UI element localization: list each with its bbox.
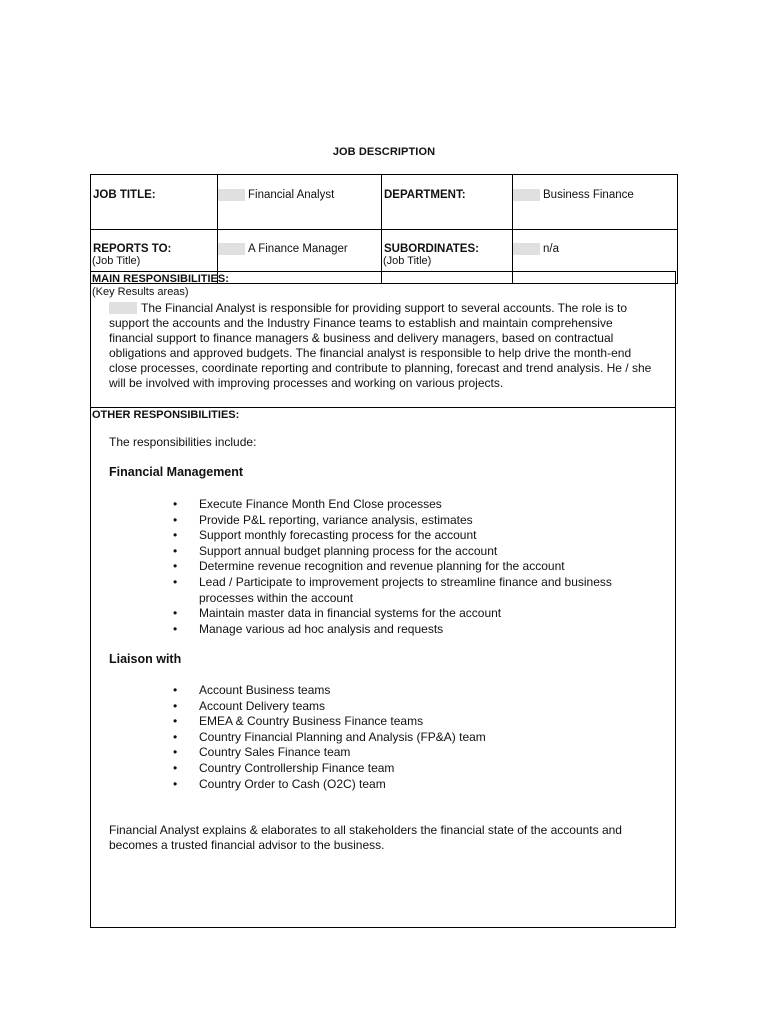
department-label-cell	[382, 175, 513, 230]
list-item	[173, 622, 643, 638]
list-item-text: Support annual budget planning process for the account	[199, 543, 498, 558]
list-item-text: Country Order to Cash (O2C) team	[199, 776, 386, 791]
bullet-icon: •	[173, 606, 178, 621]
bullet-icon: •	[173, 760, 178, 775]
job-title-value-cell	[218, 175, 382, 230]
list-item	[173, 606, 643, 622]
liaison-list	[173, 683, 643, 792]
bullet-icon: •	[173, 528, 178, 543]
reports-to-sublabel: (Job Title)	[92, 255, 141, 267]
financial-management-heading: Financial Management	[109, 465, 244, 479]
closing-paragraph: Financial Analyst explains & elaborates to all stakeholders the financial state of the accounts and becomes a trusted financial advisor to the business.	[109, 823, 622, 852]
list-item	[173, 575, 643, 606]
bullet-icon: •	[173, 745, 178, 760]
main-responsibilities-text	[109, 301, 679, 391]
bullet-icon: •	[173, 714, 178, 729]
list-item-text: Support monthly forecasting process for the account	[199, 528, 477, 543]
list-item	[173, 777, 643, 793]
list-item	[173, 544, 643, 560]
main-responsibilities-section	[91, 272, 675, 408]
bullet-icon: •	[173, 512, 178, 527]
list-item-text: Lead / Participate to improvement projects to streamline finance and business processes within the account	[199, 574, 612, 605]
department-value: Business Finance	[543, 189, 634, 201]
bullet-icon: •	[173, 729, 178, 744]
reports-to-label: REPORTS TO:	[93, 243, 172, 255]
subordinates-sublabel: (Job Title)	[383, 255, 432, 267]
bullet-icon: •	[173, 683, 178, 697]
list-item-text: Manage various ad hoc analysis and requests	[199, 621, 444, 636]
form-field-shade	[109, 302, 137, 314]
list-item	[173, 714, 643, 730]
main-responsibilities-body: The Financial Analyst is responsible for providing support to several accounts. The role is to support the accounts and the Industry Finance teams to establish and maintain comprehensive financial support to finance managers & business and delivery managers, based on contractual obligations and approved budgets. The financial analyst is responsible to help drive the month-end close processes, coordinate reporting and contribute to planning, forecast and trend analysis. He / she will be involved with improving processes and working on various projects.	[109, 301, 652, 390]
list-item-text: Determine revenue recognition and revenue planning for the account	[199, 559, 565, 574]
main-responsibilities-subtitle: (Key Results areas)	[92, 286, 189, 298]
list-item-text: Provide P&L reporting, variance analysis, estimates	[199, 512, 473, 527]
list-item-text: Country Sales Finance team	[199, 745, 351, 760]
list-item	[173, 497, 643, 513]
liaison-heading: Liaison with	[109, 652, 182, 666]
subordinates-value: n/a	[543, 243, 559, 255]
list-item-text: Account Delivery teams	[199, 698, 326, 713]
list-item	[173, 559, 643, 575]
main-responsibilities-title: MAIN RESPONSIBILITIES:	[92, 273, 229, 285]
bullet-icon: •	[173, 698, 178, 713]
job-title-label-cell	[91, 175, 218, 230]
department-label: DEPARTMENT:	[384, 189, 466, 201]
form-field-shade	[218, 243, 245, 255]
subordinates-label: SUBORDINATES:	[384, 243, 479, 255]
list-item	[173, 683, 643, 699]
list-item	[173, 761, 643, 777]
bullet-icon: •	[173, 543, 178, 558]
job-title-label: JOB TITLE:	[93, 189, 156, 201]
other-responsibilities-title: OTHER RESPONSIBILITIES:	[92, 409, 240, 421]
responsibilities-intro: The responsibilities include:	[109, 435, 257, 449]
responsibilities-box	[90, 271, 676, 928]
list-item-text: Account Business teams	[199, 683, 331, 697]
form-field-shade	[513, 189, 540, 201]
list-item	[173, 745, 643, 761]
job-title-value: Financial Analyst	[248, 189, 335, 201]
bullet-icon: •	[173, 497, 178, 511]
bullet-icon: •	[173, 574, 178, 589]
list-item-text: Country Financial Planning and Analysis (FP&A) team	[199, 729, 486, 744]
reports-to-value: A Finance Manager	[248, 243, 348, 255]
list-item-text: Maintain master data in financial systems for the account	[199, 606, 502, 621]
list-item	[173, 730, 643, 746]
list-item-text: EMEA & Country Business Finance teams	[199, 714, 424, 729]
financial-management-list	[173, 497, 643, 637]
list-item	[173, 699, 643, 715]
form-field-shade	[513, 243, 540, 255]
bullet-icon: •	[173, 559, 178, 574]
job-info-table	[90, 174, 678, 284]
list-item-text: Country Controllership Finance team	[199, 760, 395, 775]
bullet-icon: •	[173, 621, 178, 636]
form-field-shade	[218, 189, 245, 201]
list-item	[173, 513, 643, 529]
list-item-text: Execute Finance Month End Close processes	[199, 497, 442, 511]
bullet-icon: •	[173, 776, 178, 791]
department-value-cell	[513, 175, 678, 230]
list-item	[173, 528, 643, 544]
document-title: JOB DESCRIPTION	[332, 146, 436, 158]
